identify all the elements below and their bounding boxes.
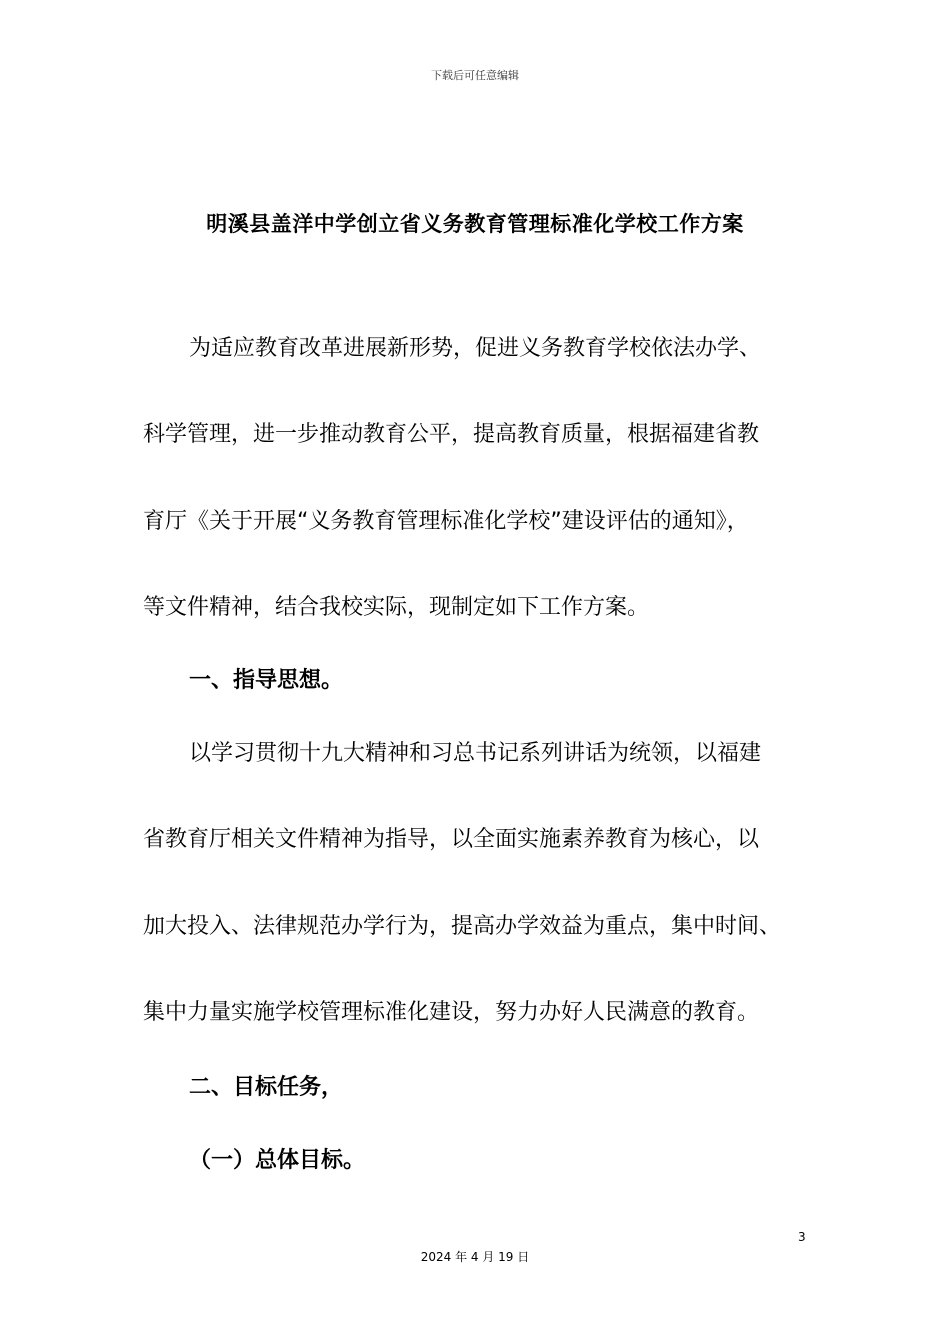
paragraph-line: 为适应教育改革进展新形势，促进义务教育学校依法办学、 [189,336,762,361]
page-footer-date: 2024 年 4 月 19 日 [420,1250,530,1264]
paragraph-line: 集中力量实施学校管理标准化建设，努力办好人民满意的教育。 [143,1000,760,1025]
section-heading-guiding-ideology: 一、指导思想。 [189,668,344,693]
page-number: 3 [798,1230,806,1244]
paragraph-line: 等文件精神，结合我校实际，现制定如下工作方案。 [143,595,650,620]
paragraph-line: 省教育厅相关文件精神为指导，以全面实施素养教育为核心，以 [143,827,760,852]
paragraph-line: 加大投入、法律规范办学行为，提高办学效益为重点，集中时间、 [143,914,782,939]
page-header: 下载后可任意编辑 [431,69,519,82]
section-heading-goals: 二、目标任务， [189,1075,344,1100]
paragraph-line: 科学管理，进一步推动教育公平，提高教育质量，根据福建省教 [143,422,760,447]
paragraph-line: 育厅《关于开展“义务教育管理标准化学校”建设评估的通知》， [143,509,749,534]
subsection-heading-overall-goal: （一）总体目标。 [189,1148,366,1173]
document-title: 明溪县盖洋中学创立省义务教育管理标准化学校工作方案 [206,212,744,236]
paragraph-line: 以学习贯彻十九大精神和习总书记系列讲话为统领，以福建 [189,741,762,766]
